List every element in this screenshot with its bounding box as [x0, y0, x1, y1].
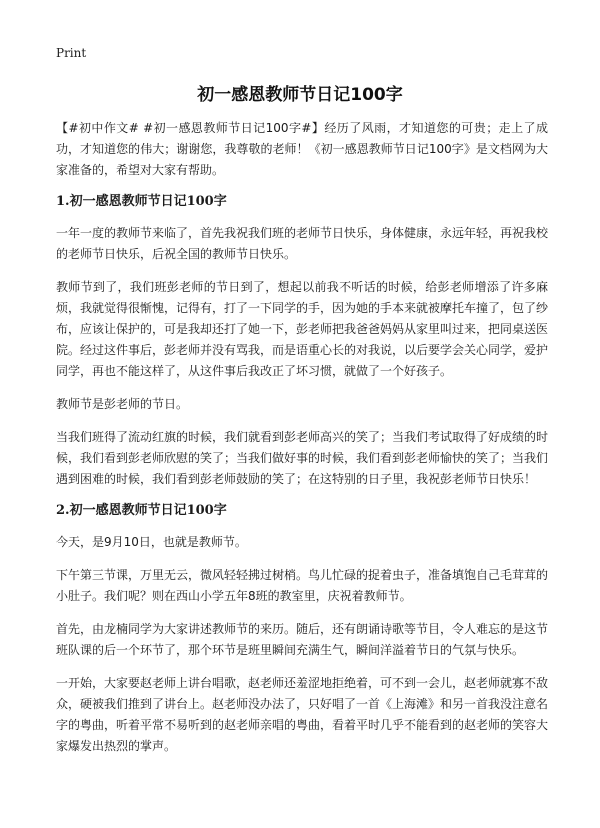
section-heading: 2.初一感恩教师节日记100字	[56, 503, 227, 518]
page-title: 初一感恩教师节日记100字	[197, 85, 403, 105]
paragraph: 一开始，大家要赵老师上讲台唱歌，赵老师还羞涩地拒绝着，可不到一会儿，赵老师就寡不敌众，硬被我们推到了讲台上。赵老师没办法了，只好唱了一首《上海滩》和另一首我没注意名字的粤曲，听着平常不易听到的赵老师亲唱的粤曲，看着平时几乎不能看到的赵老师的笑容大家爆发出热烈的掌声。	[56, 676, 549, 753]
section-heading: 1.初一感恩教师节日记100字	[56, 194, 227, 209]
section-1	[56, 193, 548, 490]
paragraph: 教师节是彭老师的节日。	[56, 397, 189, 411]
paragraph: 当我们班得了流动红旗的时候，我们就看到彭老师高兴的笑了；当我们考试取得了好成绩的时候，我们看到彭老师欣慰的笑了；当我们做好事的时候，我们看到彭老师愉快的笑了；当我们遇到困难的时候，我们看到彭老师鼓励的笑了；在这特别的日子里，我祝彭老师节日快乐！	[56, 430, 549, 486]
paragraph: 一年一度的教师节来临了，首先我祝我们班的老师节日快乐，身体健康，永远年轻，再祝我校的老师节日快乐，后祝全国的教师节日快乐。	[56, 226, 549, 261]
print-link[interactable]: Print	[56, 46, 87, 60]
paragraph: 教师节到了，我们班彭老师的节日到了，想起以前我不听话的时候，给彭老师增添了许多麻烦，我就觉得很惭愧，记得有，打了一下同学的手，因为她的手本来就被摩托车撞了，包了纱布，应该让保护的，可是我却还打了她一下，彭老师把我爸爸妈妈从家里叫过来，把同桌送医院。经过这件事后，彭老师并没有骂我，而是语重心长的对我说，以后要学会关心同学，爱护同学，再也不能这样了，从这件事后我改正了坏习惯，就做了一个好孩子。	[56, 280, 549, 378]
section-2	[56, 502, 548, 757]
paragraph: 首先，由龙楠同学为大家讲述教师节的来历。随后，还有朗诵诗歌等节目，令人难忘的是这节班队课的后一个环节了，那个环节是班里瞬间充满生气，瞬间洋溢着节日的气氛与快乐。	[56, 622, 549, 657]
article-body	[56, 118, 548, 769]
intro-paragraph: 【#初中作文# #初一感恩教师节日记100字#】经历了风雨，才知道您的可贵；走上了成功，才知道您的伟大；谢谢您，我尊敬的老师！《初一感恩教师节日记100字》是文档网为大家准备的，希望对大家有帮助。	[56, 121, 548, 177]
paragraph: 下午第三节课，万里无云，微风轻轻拂过树梢。鸟儿忙碌的捉着虫子，准备填饱自己毛茸茸的小肚子。我们呢？则在西山小学五年8班的教室里，庆祝着教师节。	[56, 568, 549, 603]
paragraph: 今天，是9月10日，也就是教师节。	[56, 535, 247, 549]
